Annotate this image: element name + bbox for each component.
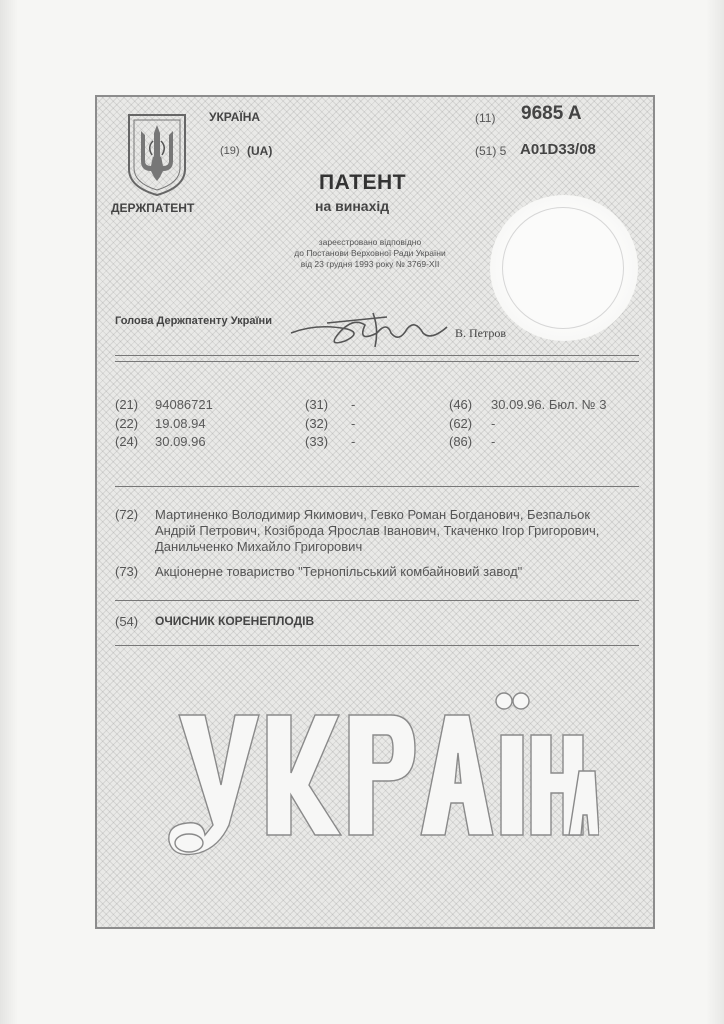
invention-title: ОЧИСНИК КОРЕНЕПЛОДІВ [155,614,315,628]
inid-62-code: (62) [449,416,473,431]
inid-54-code: (54) [115,614,139,629]
handwritten-signature [287,303,457,351]
patent-number: 9685 A [521,103,582,124]
inid-22-code: (22) [115,416,139,431]
document-title: ПАТЕНТ [319,171,407,194]
inid-19-label: (19) [220,145,240,157]
effective-date: 30.09.96 [155,434,206,449]
registration-note-line-1: зареєстровано відповідно [318,237,422,247]
inid-86-code: (86) [449,434,473,449]
country-name: УКРАЇНА [209,110,261,124]
inid-51-label: (51) 5 [475,144,507,158]
patent-owner: Акціонерне товариство "Тернопільський комбайновий завод" [155,564,523,579]
priority-country: - [351,434,356,449]
inid-73-code: (73) [115,564,139,579]
priority-number: - [351,397,356,412]
registration-note-line-2: до Постанови Верховної Ради України [294,248,446,258]
pct-info: - [491,434,496,449]
application-number: 94086721 [155,397,213,412]
signatory-name: В. Петров [455,326,507,340]
divider [115,355,639,356]
inid-11-label: (11) [475,111,496,125]
trident-emblem-icon [125,111,189,197]
patent-certificate [95,95,655,929]
registration-note-line-3: від 23 грудня 1993 року № 3769-XII [300,259,440,269]
official-stamp [490,195,638,341]
document-subtitle: на винахід [315,198,390,214]
registration-note [267,237,473,270]
office-name: ДЕРЖПАТЕНТ [111,201,195,215]
priority-date: - [351,416,356,431]
divider [115,486,639,487]
filing-date: 19.08.94 [155,416,206,431]
inid-32-code: (32) [305,416,329,431]
divider [115,361,639,362]
inid-72-code: (72) [115,507,139,522]
divider [115,600,639,601]
divider [115,645,639,646]
inid-21-code: (21) [115,397,139,412]
inid-33-code: (33) [305,434,329,449]
publication-info: 30.09.96. Бюл. № 3 [491,397,607,412]
country-code: (UA) [247,144,273,158]
signatory-label: Голова Держпатенту України [115,315,272,327]
inventors-list: Мартиненко Володимир Якимович, Гевко Роман Богданович, Безпальок Андрій Петрович, Козіброда Ярослав Іванович, Ткаченко Ігор Григорович, Данильченко Михайло Григорович [155,507,600,554]
inid-24-code: (24) [115,434,139,449]
ukraine-watermark-logo [159,675,599,895]
divisional-info: - [491,416,496,431]
inid-46-code: (46) [449,397,473,412]
ipc-class: A01D33/08 [520,141,596,158]
inid-31-code: (31) [305,397,329,412]
